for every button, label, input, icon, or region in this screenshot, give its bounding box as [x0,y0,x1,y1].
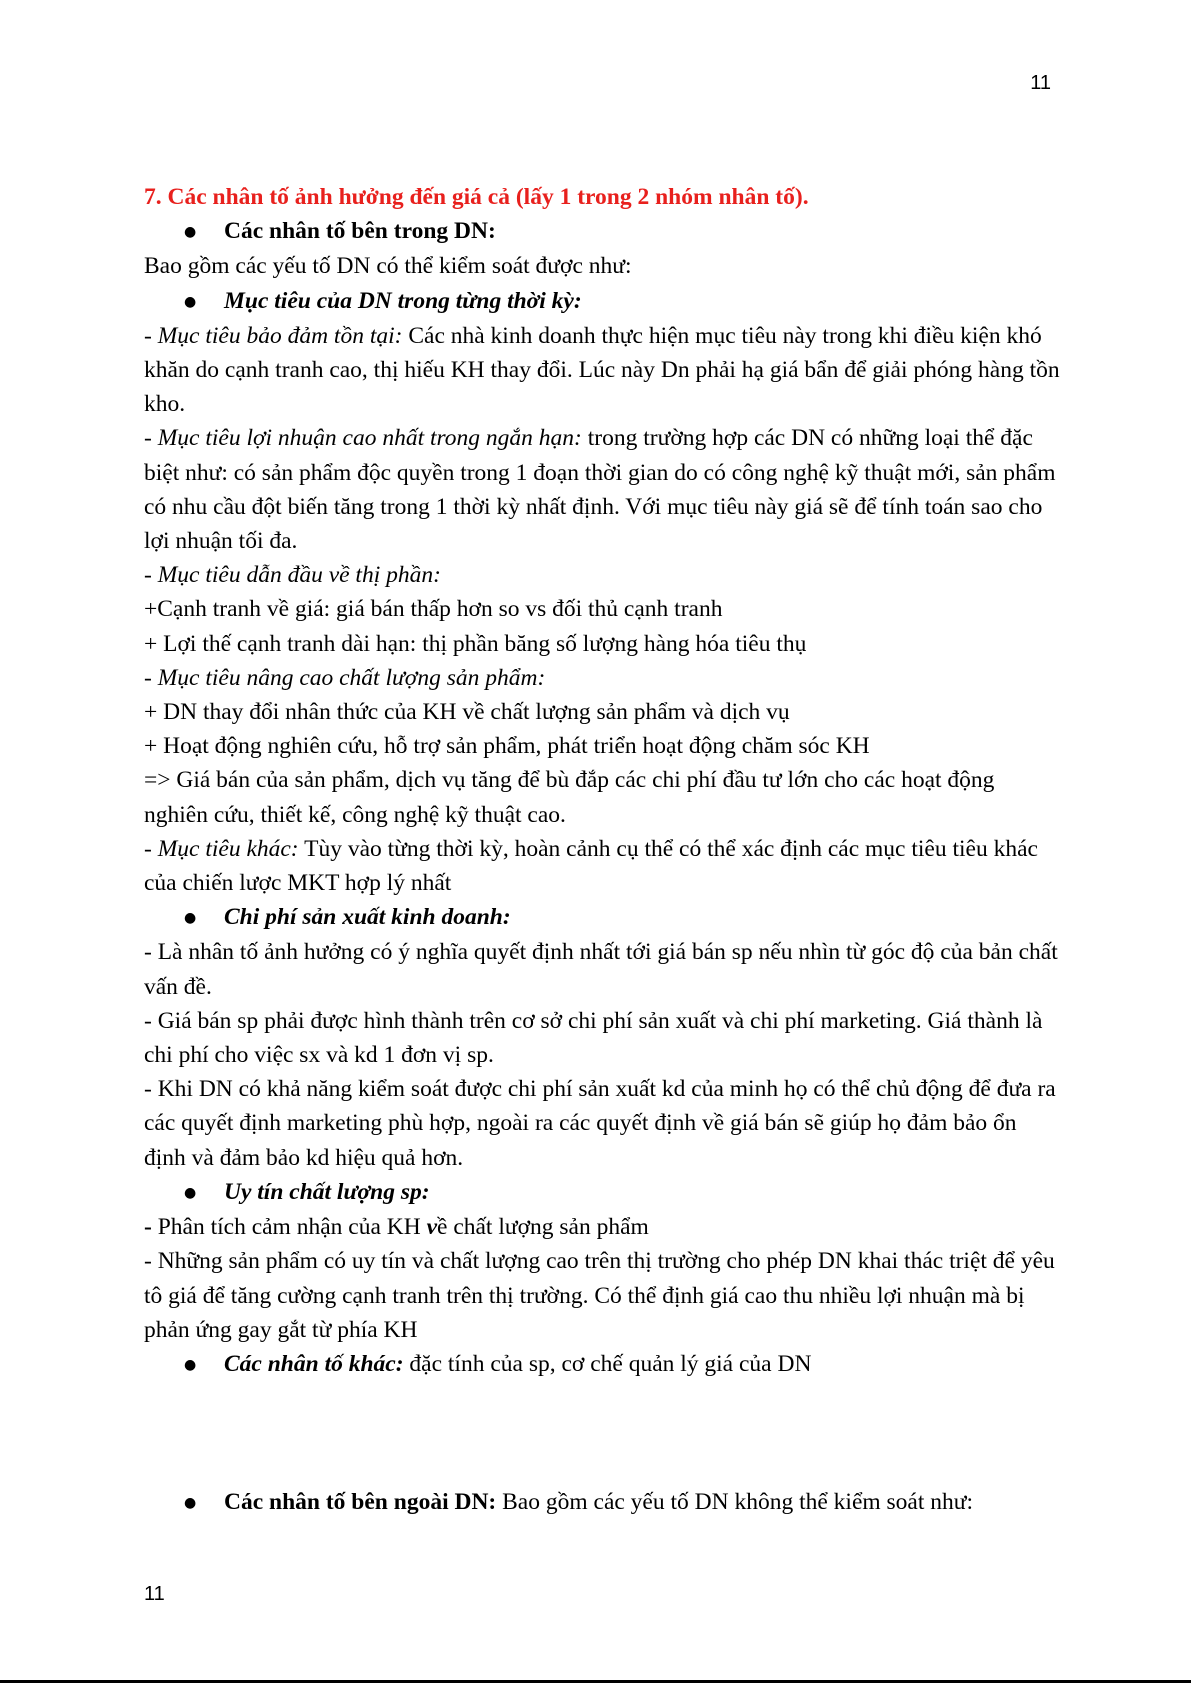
objective-other: - Mục tiêu khác: Tùy vào từng thời kỳ, hoàn cảnh cụ thể có thể xác định các mục tiêu tiêu khác của chiến lược MKT hợp lý nhất [144,835,1038,897]
bullet-icon: ● [184,224,197,241]
objective-market-share: - Mục tiêu dẫn đầu về thị phần: [144,562,441,589]
bullet-icon: ● [184,293,197,310]
bullet-icon: ● [184,910,197,927]
bullet-icon: ● [184,1495,197,1512]
page-number-bottom: 11 [144,1583,165,1605]
bullet-other-factors: ● Các nhân tố khác: đặc tính của sp, cơ chế quản lý giá của DN [144,1347,1064,1382]
spacer [144,1382,1064,1485]
quality-line-3: => Giá bán của sản phẩm, dịch vụ tăng để bù đắp các chi phí đầu tư lớn cho các hoạt động nghiên cứu, thiết kế, công nghệ kỹ thuật cao. [144,767,995,828]
cost-line-3: - Khi DN có khả năng kiểm soát được chi phí sản xuất kd của minh họ có thể chủ động để đưa ra các quyết định marketing phù hợp, ngoài ra các quyết định về giá bán sẽ giúp họ đảm bảo ổn định và đảm bảo kd hiệu quả hơn. [144,1076,1056,1171]
market-share-line-1: +Cạnh tranh về giá: giá bán thấp hơn so vs đối thủ cạnh tranh [144,596,723,623]
reputation-line-1: - Phân tích cảm nhận của KH về chất lượng sản phẩm [144,1214,649,1241]
internal-intro: Bao gồm các yếu tố DN có thể kiểm soát được như: [144,253,632,280]
bullet-external-factors: ● Các nhân tố bên ngoài DN: Bao gồm các yếu tố DN không thể kiểm soát như: [144,1485,1064,1520]
reputation-line-2: - Những sản phẩm có uy tín và chất lượng cao trên thị trường cho phép DN khai thác triệt để yêu tô giá để tăng cường cạnh tranh trên thị trường. Có thể định giá cao thu nhiều lợi nhuận mà bị phản ứng gay gắt từ phía KH [144,1248,1055,1343]
bullet-product-reputation: ● Uy tín chất lượng sp: [144,1175,1064,1210]
bullet-icon: ● [184,1184,197,1201]
market-share-line-2: + Lợi thế cạnh tranh dài hạn: thị phần băng số lượng hàng hóa tiêu thụ [144,630,807,657]
objective-quality: - Mục tiêu nâng cao chất lượng sản phẩm: [144,664,546,691]
cost-line-1: - Là nhân tố ảnh hưởng có ý nghĩa quyết định nhất tới giá bán sp nếu nhìn từ góc độ của bản chất vấn đề. [144,939,1058,1000]
page-number-top: 11 [1030,72,1051,94]
bullet-internal-factors: ● Các nhân tố bên trong DN: [144,214,1064,249]
document-body [144,180,1064,1520]
bullet-icon: ● [184,1356,197,1373]
objective-survival: - Mục tiêu bảo đảm tồn tại: Các nhà kinh doanh thực hiện mục tiêu này trong khi điều kiện khó khăn do cạnh tranh cao, thị hiếu KH thay đổi. Lúc này Dn phải hạ giá bẩn để giải phóng hàng tồn kho. [144,322,1060,418]
objective-max-profit: - Mục tiêu lợi nhuận cao nhất trong ngắn hạn: trong trường hợp các DN có những loại thể đặc biệt như: có sản phẩm độc quyền trong 1 đoạn thời gian do có công nghệ kỹ thuật mới, sản phẩm có nhu cầu đột biến tăng trong 1 thời kỳ nhất định. Với mục tiêu này giá sẽ để tính toán sao cho lợi nhuận tối đa. [144,425,1056,555]
page-bottom-rule [0,1680,1191,1683]
quality-line-1: + DN thay đổi nhân thức của KH về chất lượng sản phẩm và dịch vụ [144,699,790,726]
bullet-objectives: ● Mục tiêu của DN trong từng thời kỳ: [144,284,1064,319]
cost-line-2: - Giá bán sp phải được hình thành trên cơ sở chi phí sản xuất và chi phí marketing. Giá thành là chi phí cho việc sx và kd 1 đơn vị sp. [144,1007,1043,1069]
bullet-production-cost: ● Chi phí sản xuất kinh doanh: [144,900,1064,935]
section-heading: 7. Các nhân tố ảnh hưởng đến giá cả (lấy 1 trong 2 nhóm nhân tố). [144,184,809,210]
quality-line-2: + Hoạt động nghiên cứu, hỗ trợ sản phẩm, phát triển hoạt động chăm sóc KH [144,733,870,760]
